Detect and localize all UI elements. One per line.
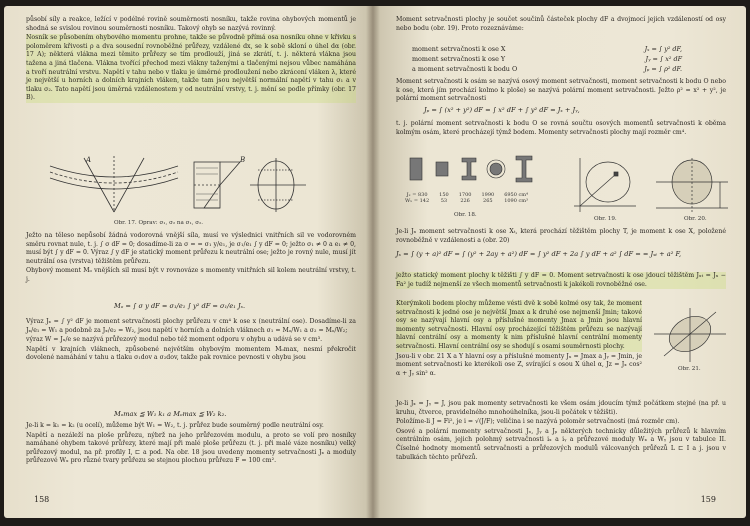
moment-row (412, 44, 682, 54)
table-cell: 150 (439, 192, 449, 198)
right-paragraph-2: Moment setrvačnosti k osám se nazývá osový moment setrvačnosti, moment setrvačnosti k bodu O nebo k ose, která jím prochází kolmo k ploše) se nazývá polární moment setrvačnosti. Ježto ρ² = x² + y², je polární moment setrvačnosti (396, 78, 726, 103)
left-paragraph-2: Nosník se působením ohybového momentu prohne, takže se původně přímá osa nosníku ohne v křivku s poloměrem křivosti ρ a dva sousední rovnoběžné průřezy, vzdálené dx, se k sobě skloní o úhel dα (obr. 17 A); některá vlákna mezi těmito průřezy se tím prodlouží, jiná se zkrátí, t. j. některá vlákna jsou tažena a jiná tlačena. Vlákna tvořící přechod mezi vlákny taženými a tlačenými nejsou vůbec namáhána a tvoří neutrální vrstvu. Napětí v tahu nebo v tlaku je úměrné prodloužení nebo zkrácení vláken λ, které je největší u horních a dolních krajních vláken, takže tam jsou největší normální napětí v tahu σ₁ a v tlaku σ₂. Tato napětí jsou úměrná vzdálenostem y od neutrální vrstvy, t. j. mění se podle přímky (obr. 17 B). (26, 34, 356, 102)
figure-20-caption: Obr. 20. (684, 216, 707, 222)
right-text-5 (396, 272, 726, 290)
left-page-number: 158 (34, 495, 50, 504)
table-row (400, 198, 533, 204)
table-cell: 1700 (458, 192, 472, 198)
figure-20-parallel-axis (654, 156, 730, 214)
moment-formula: Jₚ = ∫ ρ² dF. (644, 65, 682, 73)
right-paragraph-3: t. j. polární moment setrvačnosti k bodu O se rovná součtu osových momentů setrvačnosti k oběma kolmým osám, které procházejí týmž bodem. Momenty setrvačnosti plochy mají rozměr cm⁴. (396, 120, 726, 136)
right-text-2 (396, 78, 726, 105)
left-paragraph-1: působí síly a reakce, ležící v podélné rovině souměrnosti nosníku, takže rovina ohybových momentů je shodná se svislou rovinou souměrnosti nosníku. Takový ohyb se nazývá rovinný. (26, 16, 356, 32)
right-paragraph-5: ježto statický moment plochy k těžišti ∫ y dF = 0. Moment setrvačnosti k ose jdoucí těžištěm Jₓₜ = Jₓ − Fa² je tudíž nejmenší ze všech momentů setrvačnosti k jakékoli rovnoběžné ose. (396, 272, 726, 288)
right-text-4 (396, 228, 726, 246)
figure-18-section-shapes (406, 150, 556, 190)
right-paragraph-4: Je-li Jₓ moment setrvačnosti k ose Xₜ, která prochází těžištěm plochy T, je moment k ose X, položené rovnoběžně v vzdálenosti a (obr. 20) (396, 228, 726, 244)
table-cell: 1090 cm³ (504, 198, 529, 204)
right-text-7 (396, 400, 726, 463)
right-paragraph-6: Kterýmkoli bodem plochy můžeme vésti dvě k sobě kolmé osy tak, že moment setrvačnosti k jedné ose je největší Jmax a k druhé ose nejmenší Jmin; takové osy se nazývají hlavní osy a příslušné momenty Jmax a Jmin jsou hlavní momenty setrvačnosti. Hlavní osy procházející těžištěm průřezu se nazývají hlavní centrální osy a momenty k nim příslušné hlavní centrální momenty setrvačnosti. Hlavní centrální osy se shodují s osami souměrnosti plochy. (396, 300, 642, 350)
figure-21-principal-axes (650, 306, 730, 364)
figure-17-caption: Obr. 17. Oprav: σ₁, σ₂ na σ₁, σ₂. (114, 220, 204, 226)
left-page (4, 6, 372, 518)
table-cell: 6950 cm⁴ (504, 192, 529, 198)
right-paragraph-7: Jsou-li v obr. 21 X a Y hlavní osy a příslušné momenty Jₓ = Jmax a Jᵧ = Jmin, je moment setrvačnosti ke kterékoli ose Z, svírající s osou X úhel α, Jz = Jₓ cos² α + Jᵧ sin² α. (396, 352, 642, 377)
right-paragraph-1: Moment setrvačnosti plochy je součet součinů částeček plochy dF a dvojmocí jejich vzdáleností od osy nebo bodu (obr. 19). Proto rozeznáváme: (396, 16, 726, 32)
left-text-top (26, 16, 356, 104)
left-paragraph-6: výraz W = Jₓ/e se nazývá průřezový modul nebo též moment odporu v ohybu a udává se v cm³. (26, 336, 323, 344)
left-paragraph-7: Napětí v krajních vláknech, způsobené největším ohybovým momentem Mₒmax, nesmí překročit dovolené namáhání v tahu a tlaku σ₁dov a σ₂dov, takže pak rovnice pevnosti v ohybu jsou (26, 345, 356, 362)
right-formula-1: Jₚ = ∫ (x² + y²) dF = ∫ x² dF + ∫ y² dF = Jₓ + Jᵧ, (424, 106, 580, 114)
table-cell: 265 (483, 198, 493, 204)
figure-18-values-table (400, 192, 533, 204)
figure-17-bending-diagram (44, 154, 334, 216)
right-paragraph-9: Položíme-li J = Fi², je i = √(J/F); veličina i se nazývá poloměr setrvačnosti (má rozměr cm). (396, 418, 680, 426)
figure-19-area-element (570, 156, 640, 214)
figure-18-caption: Obr. 18. (454, 212, 477, 218)
book-gutter (366, 6, 380, 518)
right-paragraph-8: Je-li Jₓ = Jᵧ = J, jsou pak momenty setrvačnosti ke všem osám jdoucím týmž počátkem stejné (na př. u kruhu, čtverce, pravidelného mnohoúhelníka, jsou-li počátek v těžišti). (396, 400, 726, 416)
right-text-6 (396, 300, 642, 379)
table-cell: 226 (460, 198, 470, 204)
right-page-number: 159 (700, 495, 716, 504)
figure-19-caption: Obr. 19. (594, 216, 617, 222)
right-paragraph-10: Osové a polární momenty setrvačnosti Jₓ, Jᵧ a Jₚ některých technicky důležitých průřezů k hlavním centrálním osám, jejich polohmý setrvačnosti iₓ a iᵧ a průřezové moduly Wₓ a Wᵧ jsou v tabulce II. Číselné hodnoty momentů setrvačnosti a průřezových modulů válcovaných průřezů L ⊏ I a j. jsou v tabulkách těchto průřezů. (396, 427, 726, 461)
right-formula-2: Jₓ = ∫ (y + a)² dF = ∫ (y² + 2ay + a²) dF = ∫ y² dF + 2a ∫ y dF + a² ∫ dF = = Jₓₜ + a² F, (396, 250, 682, 258)
table-cell: Jₓ = 830 (406, 192, 428, 198)
right-text-top (396, 16, 726, 34)
open-book (4, 6, 746, 518)
right-text-3 (396, 120, 726, 138)
right-page (372, 6, 746, 518)
moment-formula: Jₓ = ∫ y² dF, (644, 45, 682, 53)
left-paragraph-4: Ohybový moment Mₒ vnějších sil musí být v rovnováze s momenty vnitřních sil kolem neutrální vrstvy, t. j. (26, 267, 356, 283)
svg-text:A: A (86, 156, 92, 164)
moment-list (412, 44, 682, 74)
moment-row (412, 64, 682, 74)
left-formula-2: Mₒmax ≦ W₁ k₁ a Mₒmax ≦ W₂ k₂. (114, 410, 227, 418)
moment-formula: Jᵧ = ∫ x² dF (645, 55, 682, 63)
figure-21-caption: Obr. 21. (678, 366, 701, 372)
table-cell: Wₓ = 142 (405, 198, 430, 204)
left-paragraph-9: Napětí a nezáleží na ploše průřezu, nýbrž na jeho průřezovém modulu, a proto se volí pro nosníky namáhané ohybem takové průřezy, které mají při malé ploše průřezu (t. j. při malé váze nosníku) velký průřezový modul, na př. profily I, ⊏ a pod. Na obr. 18 jsou uvedeny momenty setrvačnosti Jₓ a moduly průřezové Wₓ pro různé tvary průřezu se stejnou plochou průřezu F = 100 cm². (26, 431, 356, 465)
svg-text:B: B (240, 156, 246, 164)
moment-row (412, 54, 682, 64)
moment-label: moment setrvačnosti k ose X (412, 45, 506, 53)
left-formula-1: Mₒ = ∫ σ y dF = σ₁/e₁ ∫ y² dF = σ₁/e₁ Jₓ. (114, 302, 246, 310)
moment-label: moment setrvačnosti k ose Y (412, 55, 506, 63)
table-cell: 53 (440, 198, 448, 204)
left-text-bottom (26, 422, 356, 467)
left-paragraph-3: Ježto na těleso nepůsobí žádná vodorovná vnější síla, musí ve výslednici vnitřních sil ve vodorovném směru rovnat nule, t. j. ∫ σ dF = 0; dosadíme-li za σ = = σ₁ y/e₁, je σ₁/e₁ ∫ y dF = 0; ježto σ₁ ≠ 0 a e₁ ≠ 0, musí být ∫ y dF = 0. Výraz ∫ y dF je statický moment průřezu k neutrální ose; ježto je rovný nule, musí jít neutrální osa (vrstva) těžištěm průřezu. (26, 232, 356, 265)
moment-label: a moment setrvačnosti k bodu O (412, 65, 518, 73)
left-text-middle (26, 232, 356, 286)
left-paragraph-5: Výraz Jₓ = ∫ y² dF je moment setrvačnosti plochy průřezu v cm⁴ k ose x (neutrální ose). Dosadíme-li za Jₓ/e₁ = W₁ a podobně za Jₓ/e₂ = W₂, jsou napětí v horních a dolních vláknech σ₁ = Mₒ/W₁ a σ₂ = Mₒ/W₂; (26, 318, 356, 334)
left-paragraph-8: Je-li k = k₁ = k₂ (u ocelí), můžeme být W₁ = W₂, t. j. průřez bude souměrný podle neutrální osy. (26, 422, 324, 429)
left-text-lower (26, 318, 356, 364)
table-cell: 1990 (481, 192, 495, 198)
